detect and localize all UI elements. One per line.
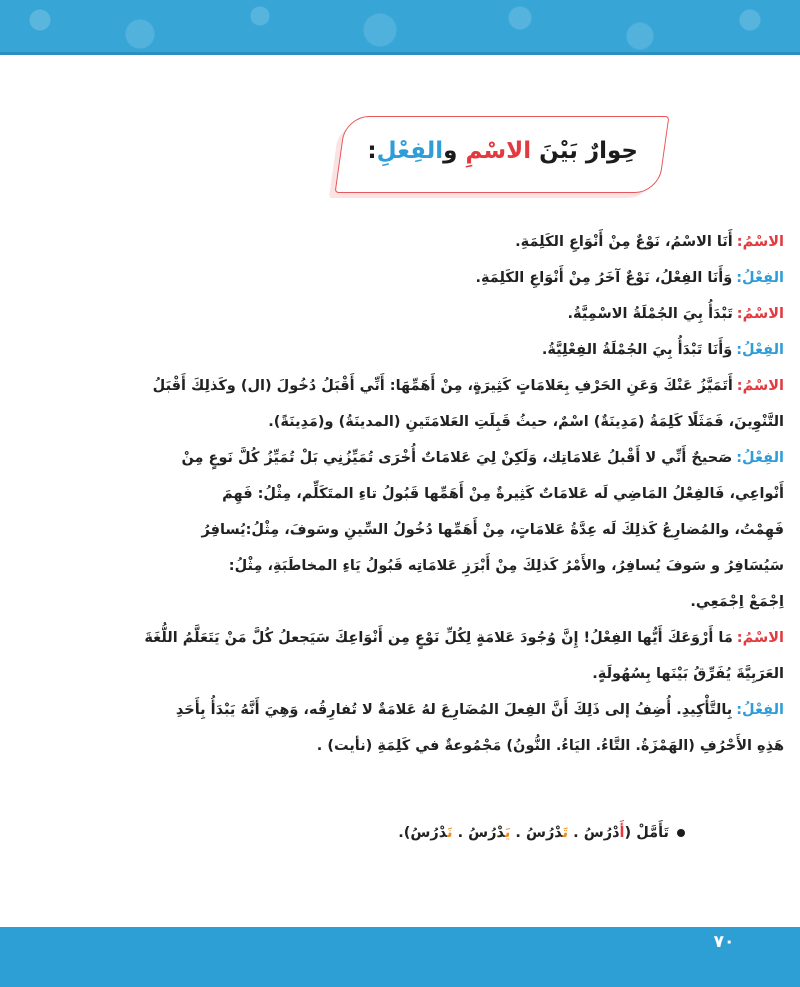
reflect-exercise (380, 818, 685, 848)
dialogue-line (24, 332, 784, 368)
dialogue-text: بِالتَّأْكِيدِ. أُضِفُ إلى ذَلِكَ أَنَّ الفِعلَ المُضَارِعَ لهُ عَلامَةٌ لا تُفارِقُه، وَهِيَ أَنَّهُ يَبْدَأُ بِأَحَدِ (175, 702, 733, 718)
prefix-ta: تَ (562, 825, 569, 841)
word-rest: دْرُسُ (410, 825, 448, 841)
prefix-hamza: أَ (619, 825, 625, 841)
dialogue-line (24, 260, 784, 296)
speaker-ism: الاسْمُ: (736, 378, 784, 394)
dialogue-line (24, 404, 784, 440)
dialogue-line (24, 584, 784, 620)
bottom-decorative-band (0, 927, 800, 987)
dialogue (24, 224, 784, 764)
reflect-close: ). (398, 825, 411, 841)
dialogue-text: هَذِهِ الأَحْرُفِ (الهَمْزَةُ. التَّاءُ. اليَاءُ. النُّونُ) مَجْمُوعةٌ في كَلِمَةِ (نأيت) . (316, 738, 784, 754)
dialogue-text: اِجْمَعْ اِجْمَعِي. (690, 594, 784, 610)
dialogue-line (24, 224, 784, 260)
dialogue-line (24, 692, 784, 728)
dialogue-text: أَنَا الاسْمُ، نَوْعٌ مِنْ أَنْوَاعِ الكَلِمَةِ. (515, 234, 733, 250)
dialogue-text: تَبْدَأُ بِيَ الجُمْلَةُ الاسْمِيَّةُ. (567, 306, 733, 322)
dialogue-text: وَأَنَا تَبْدَأُ بِيَ الجُمْلَةُ الفِعْلِيَّةُ. (541, 342, 733, 358)
speaker-fil: الفِعْلُ: (736, 270, 784, 286)
speaker-ism: الاسْمُ: (736, 306, 784, 322)
dialogue-text: وَأَنَا الفِعْلُ، نَوْعٌ آخَرُ مِنْ أَنْوَاعِ الكَلِمَةِ. (475, 270, 733, 286)
top-decorative-band (0, 0, 800, 52)
dialogue-text: سَيُسَافِرُ و سَوفَ يُسافِرُ، والأَمْرُ كَذلِكَ مِنْ أَبْرَزِ عَلامَاتِه قَبُولُ يَاءِ المخاطَبَةِ، مِثْلُ: (228, 558, 784, 574)
dialogue-line (24, 476, 784, 512)
separator: . (568, 825, 584, 841)
dialogue-text: صَحيحٌ أَنِّي لا أَقْبلُ عَلامَاتِك، وَلَكِنْ لِيَ عَلامَاتٌ أُخْرَى تُمَيِّزُنِي بَلْ تُمَيِّزُ كُلَّ نَوعٍ مِنْ (181, 450, 733, 466)
dialogue-line (24, 620, 784, 656)
dialogue-line (24, 548, 784, 584)
bullet-icon (677, 829, 685, 837)
prefix-ya: يَ (504, 825, 511, 841)
separator: . (510, 825, 526, 841)
separator: . (452, 825, 469, 841)
dialogue-line (24, 512, 784, 548)
dialogue-line (24, 440, 784, 476)
speaker-fil: الفِعْلُ: (736, 450, 784, 466)
dialogue-text: العَرَبِيَّةَ يُفَرِّقُ بَيْنَها بِسُهُولَةٍ. (592, 666, 784, 682)
page-title (350, 138, 638, 174)
title-word-ism: الاسْمِ (465, 138, 532, 164)
speaker-fil: الفِعْلُ: (736, 702, 784, 718)
speaker-ism: الاسْمُ: (736, 630, 784, 646)
dialogue-text: مَا أَرْوَعَكَ أَيُّها الفِعْلُ! إِنَّ وُجُودَ عَلامَةٍ لِكُلِّ نَوْعٍ مِن أَنْوَاعِكَ سَيَجعلُ كُلَّ مَنْ يَتَعَلَّمُ اللُّغَةَ (144, 630, 733, 646)
title-word-fil: الفِعْلِ (376, 138, 444, 164)
dialogue-line (24, 728, 784, 764)
dialogue-text: أَنْواعِي، فَالفِعْلُ المَاضِي لَه عَلامَاتٌ كَثِيرةٌ مِنْ أَهَمِّها قَبُولُ تاءِ المتَكَلِّم، مِثْلُ: فَهِمَ (222, 486, 784, 502)
speaker-fil: الفِعْلُ: (736, 342, 784, 358)
dialogue-line (24, 368, 784, 404)
dialogue-text: أَتَمَيَّزُ عَنْكَ وَعَنِ الحَرْفِ بِعَلامَاتٍ كَثِيرَةٍ، مِنْ أَهَمِّهَا: أَنِّي أَقْبَلُ دُخُولَ (ال) وكَذلِكَ أَقْبَلُ (152, 378, 733, 394)
dialogue-text: فَهِمْتُ، والمُضارِعُ كَذلِكَ لَه عِدَّةُ عَلامَاتٍ، مِنْ أَهَمِّها دُخُولُ السِّينِ وسَوفَ، مِثْلُ:يُسافِرُ (201, 522, 784, 538)
word-rest: دْرُسُ (468, 825, 505, 841)
reflect-lead: تَأَمَّلْ ( (624, 825, 669, 841)
title-waw: و (443, 138, 466, 164)
dialogue-line (24, 296, 784, 332)
dialogue-line (24, 656, 784, 692)
speaker-ism: الاسْمُ: (736, 234, 784, 250)
dialogue-text: التَّنْوِينَ، فَمَثَلًا كَلِمَةُ (مَدِينَةٌ) اسْمٌ، حيثُ قَبِلَتِ العَلامَتَينِ (المدينَةُ) و(مَدِينَةً). (268, 414, 784, 430)
title-text-part1: حِوارٌ بَيْنَ (531, 138, 638, 164)
prefix-nun: نَ (447, 825, 453, 841)
title-colon: : (367, 138, 377, 164)
word-rest: دْرُسُ (583, 825, 620, 841)
page-number: ٧٠ (713, 932, 735, 952)
word-rest: دْرُسُ (525, 825, 563, 841)
